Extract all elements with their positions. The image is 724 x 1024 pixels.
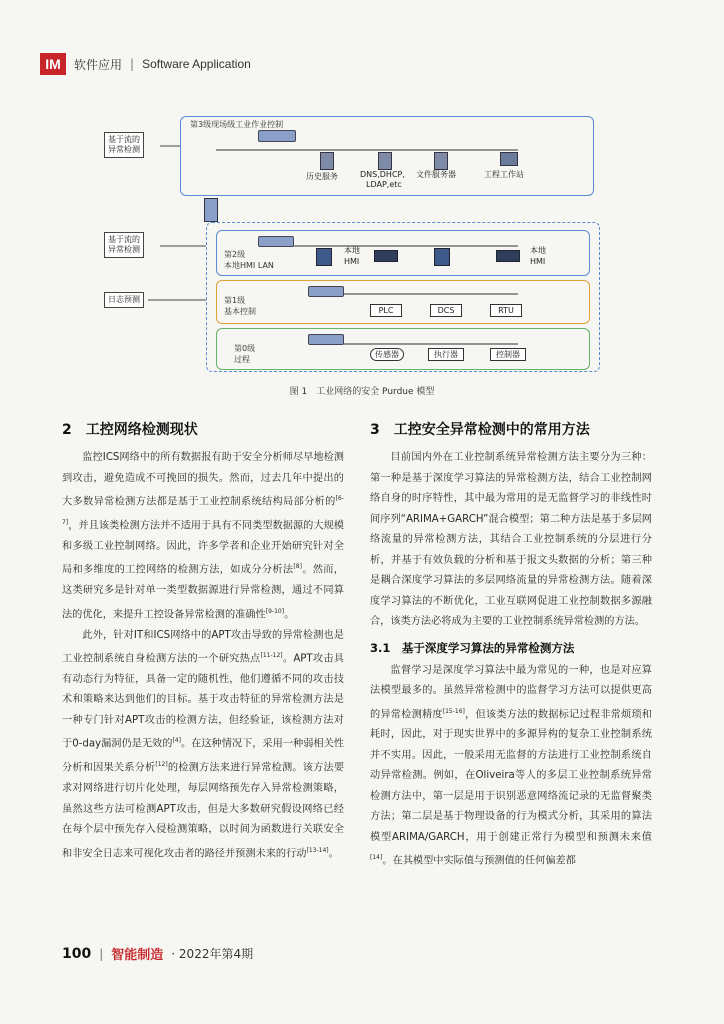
firewall-icon: [204, 198, 218, 222]
device-label-file-server: 文件服务器: [416, 170, 456, 179]
page-footer: [62, 944, 253, 963]
paragraph: 目前国内外在工业控制系统异常检测方法主要分为三种：第一种是基于深度学习算法的异常检测方法，结合工业控制网络自身的时序特性，其中最为常用的是无监督学习的非线性时间序列“ARIMA+GARCH”混合模型；第二种方法是基于多层网络流量的异常检测方法，其结合工业控制系统的分层进行分析，并基于有效负载的分析和基于报文头数据的分析；第三种是耦合深度学习算法的多层网络流量的异常检测方法。随着深度学习算法的不断优化，工业互联网促进工业控制数据多源融合，该类方法必将成为主要的工业控制系统异常检测的方法。: [370, 452, 652, 627]
subsection-title-3-1: 3.1 基于深度学习算法的异常检测方法: [370, 640, 575, 655]
running-header: [40, 50, 251, 78]
zone-level0-label-a: 第0级: [234, 344, 256, 353]
citation: [14]: [370, 854, 383, 862]
device-actuator: 执行器: [428, 348, 464, 361]
device-label-hmi1-b: HMI: [344, 257, 360, 266]
device-label-workstation: 工程工作站: [484, 170, 524, 179]
zone-level3-label: 第3级现场级工业作业控制: [190, 120, 284, 129]
text-run: 。然而，这类研究多是针对单一类型数据源进行异常检测，通过不同算法的优化，来提升工控设备异常检测的准确性: [62, 564, 344, 621]
switch-icon: [308, 286, 344, 297]
citation: [8]: [293, 563, 302, 571]
side-box-line: 日志预测: [108, 295, 140, 304]
device-dcs: DCS: [430, 304, 462, 317]
text-run: 。: [328, 848, 339, 860]
workstation-icon: [500, 152, 518, 166]
text-run: 监控ICS网络中的所有数据报有助于安全分析师尽早地检测到攻击，避免造成不可挽回的损失。然而，过去几年中提出的大多数异常检测方法都是基于工业控制系统结构局部分析的: [62, 452, 344, 508]
device-rtu: RTU: [490, 304, 522, 317]
zone-level2-label-b: 本地HMI LAN: [224, 261, 274, 270]
header-separator: |: [130, 57, 135, 71]
figure-caption: 图 1 工业网络的安全 Purdue 模型: [289, 387, 435, 397]
side-box-line: 异常检测: [108, 145, 140, 154]
hmi-icon: [374, 250, 398, 262]
hmi-icon: [496, 250, 520, 262]
server-icon: [434, 152, 448, 170]
device-label-hmi2-a: 本地: [530, 246, 546, 255]
device-plc: PLC: [370, 304, 402, 317]
hmi-icon: [316, 248, 332, 266]
citation: [13-14]: [306, 846, 329, 854]
column-name-cn: 软件应用: [74, 57, 123, 72]
citation: [4]: [172, 737, 181, 745]
device-label-dns-a: DNS,DHCP,: [360, 170, 405, 179]
side-box-line: 基于流的: [108, 235, 140, 244]
journal-name: 智能制造: [111, 948, 164, 963]
text-run: ，并且该类检测方法并不适用于具有不同类型数据源的大规模和多级工业控制网络。因此，许多学者和企业开始研究针对全局和多维度的工控网络的检测方法，如成分分析法: [62, 520, 344, 576]
text-run: 此外，针对IT和ICS网络中的APT攻击导致的异常检测也是工业控制系统自身检测方法的一个研究热点: [62, 629, 344, 665]
page-number: 100: [62, 945, 92, 962]
citation: [9-10]: [265, 607, 285, 615]
device-label-history: 历史服务: [306, 172, 338, 181]
right-column: [370, 420, 652, 872]
zone-level1-label-a: 第1级: [224, 296, 246, 305]
citation: [11-12]: [260, 652, 283, 660]
paragraph: [370, 661, 652, 873]
issue-label: · 2022年第4期: [171, 947, 254, 961]
section-title-2: 2 工控网络检测现状: [62, 422, 198, 438]
figure-connector-lines: [98, 108, 608, 378]
text-run: ，但该类方法的数据标记过程非常烦琐和耗时，因此，对于现实世界中的多源异构的复杂工业控制系统并不实用。因此，一般采用无监督的方法进行工业控制系统自动异常检测。例如，在Oliveira等人的多层工业控制系统异常检测方法中，第一层是用于识别恶意网络流记录的无监督聚类方法；第二层是基于物理设备的行为模式分析，其采用的算法模型ARIMA/GARCH，用于创建正常行为模型和预测未来值: [370, 708, 652, 843]
paragraph: [62, 626, 344, 865]
switch-icon: [258, 236, 294, 247]
section-title-3: 3 工控安全异常检测中的常用方法: [370, 422, 590, 438]
column-name-en: Software Application: [142, 57, 251, 71]
left-column: [62, 420, 344, 865]
zone-level2-label-a: 第2级: [224, 250, 246, 259]
switch-icon: [258, 130, 296, 142]
citation: [6-7]: [62, 495, 344, 526]
side-box-line: 基于流的: [108, 135, 140, 144]
device-controller: 控制器: [490, 348, 526, 361]
paragraph: [62, 448, 344, 626]
citation: [12]: [155, 761, 168, 769]
text-run: 。在其模型中实际值与预测值的任何偏差都: [382, 855, 576, 867]
footer-separator: |: [99, 946, 104, 961]
text-run: 监督学习是深度学习算法中最为常见的一种，也是对应算法模型最多的。虽然异常检测中的监督学习方法可以提供更高的异常检测精度: [370, 664, 652, 720]
server-icon: [378, 152, 392, 170]
device-sensor: 传感器: [370, 348, 404, 361]
purdue-model-figure: [98, 108, 608, 378]
side-box-line: 异常检测: [108, 245, 140, 254]
device-label-hmi1-a: 本地: [344, 246, 360, 255]
device-label-dns-b: LDAP,etc: [366, 180, 402, 189]
journal-logo: IM: [40, 53, 66, 75]
zone-level1-label-b: 基本控制: [224, 307, 256, 316]
server-icon: [320, 152, 334, 170]
citation: [15-16]: [442, 707, 465, 715]
hmi-icon: [434, 248, 450, 266]
switch-icon: [308, 334, 344, 345]
zone-level0-label-b: 过程: [234, 355, 250, 364]
text-run: 的检测方法来进行异常检测。该方法要求对网络进行切片化处理，每层网络预先存入异常检测策略，虽然这些方法可检测APT攻击，但是大多数研究假设网络已经在每个层中预先存入侵检测策略，以时间为函数进行关联安全和非安全日志来可视化攻击者的路径并预测未来的行动: [62, 762, 345, 860]
text-run: 。在这种情况下，采用一种弱相关性分析和因果关系分析: [62, 738, 344, 774]
text-run: 。: [284, 609, 295, 621]
text-run: 。APT攻击具有动态行为特征，具备一定的随机性，他们遵循不同的攻击技术和策略来达到他们的目标。基于攻击特征的异常检测方法是一种专门针对APT攻击的检测方法，但经验证，该检测方法对于0-day漏洞仍是无效的: [62, 653, 344, 750]
device-label-hmi2-b: HMI: [530, 257, 546, 266]
